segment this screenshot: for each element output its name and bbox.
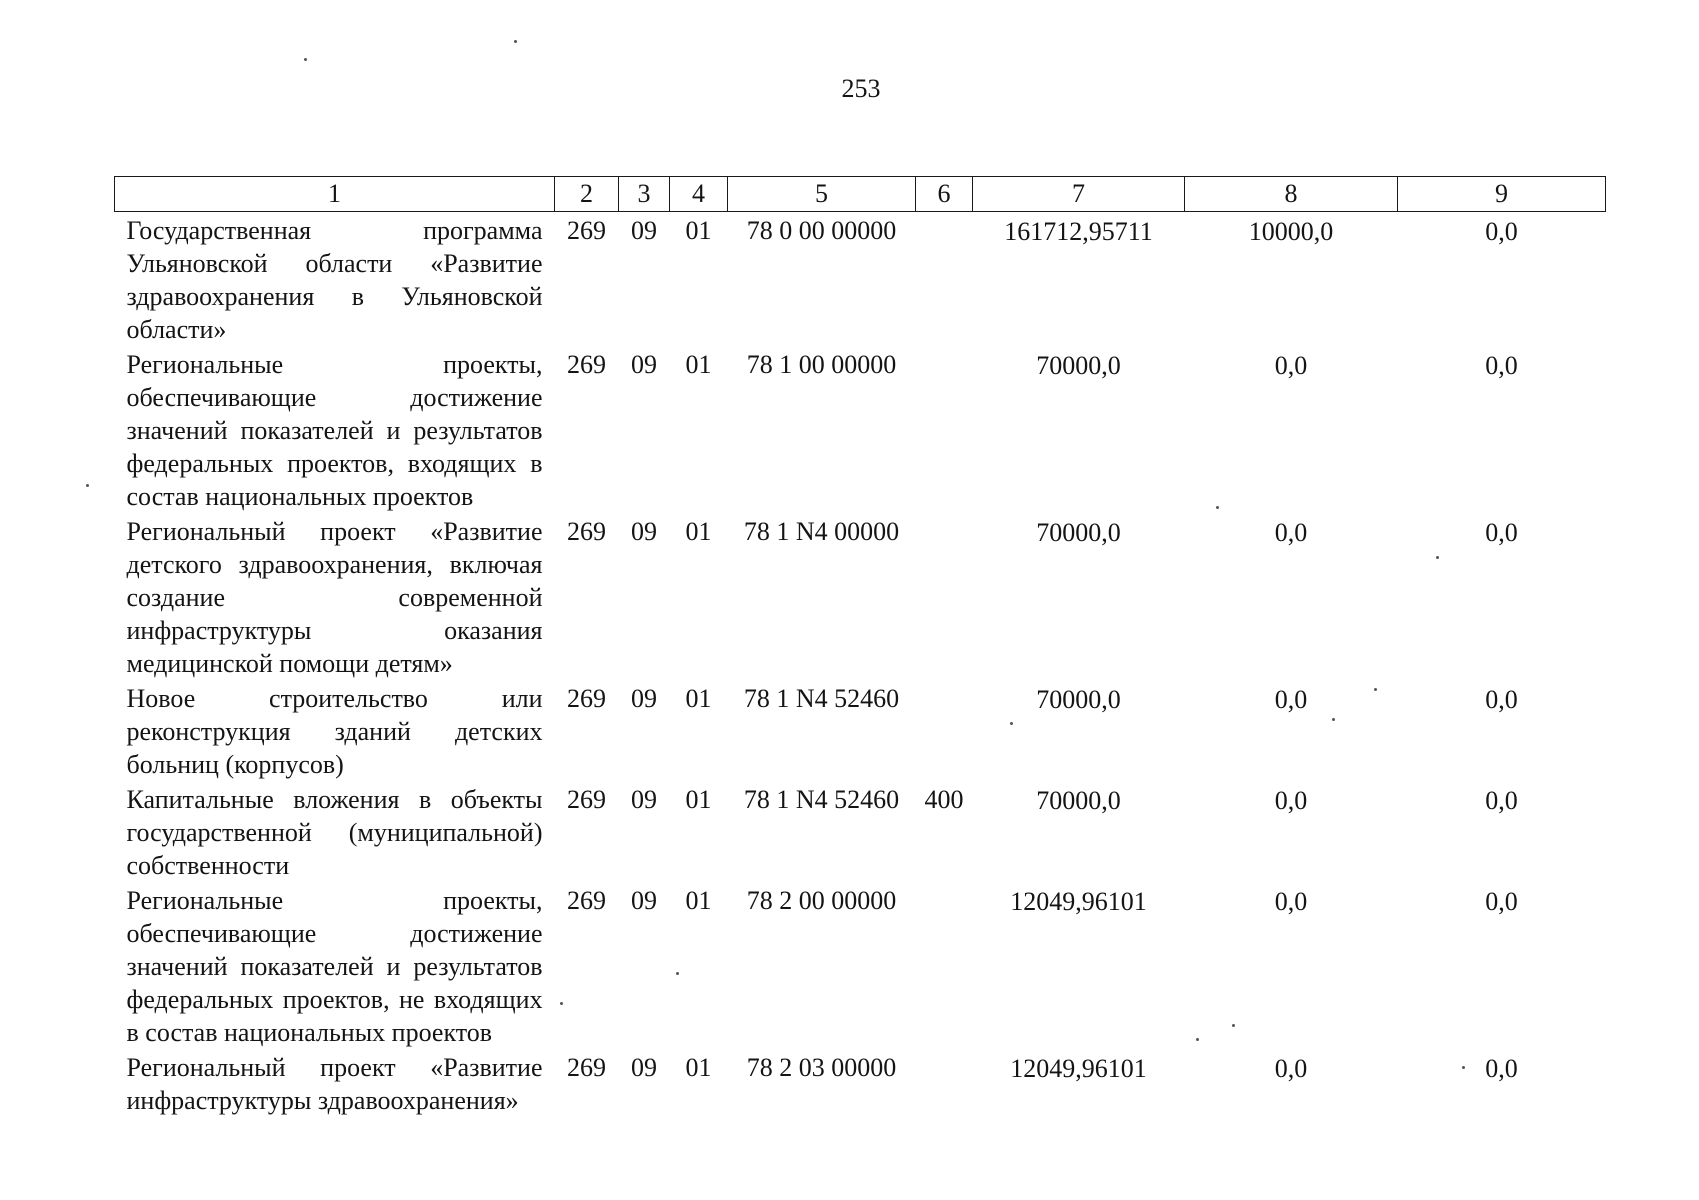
scan-speck	[1010, 722, 1013, 725]
row-col-5: 78 1 N4 52460	[743, 684, 900, 713]
row-col-7: 161712,95711	[1004, 217, 1153, 246]
row-name: Региональный проект «Развитие детского здравоохранения, включая создание современной инфраструктуры оказания медицинской помощи детям»	[126, 517, 543, 678]
row-col-8: 0,0	[1274, 887, 1308, 916]
row-col-3: 09	[631, 886, 657, 915]
row-name: Капитальные вложения в объекты государственной (муниципальной) собственности	[126, 785, 543, 880]
row-col-4: 01	[685, 216, 712, 245]
row-col-7: 70000,0	[1036, 786, 1121, 815]
row-col-4: 01	[685, 1053, 712, 1082]
row-col-2: 269	[567, 684, 606, 713]
row-col-7: 12049,96101	[1010, 1054, 1147, 1083]
row-col-9: 0,0	[1485, 217, 1518, 246]
row-name: Региональный проект «Развитие инфраструктуры здравоохранения»	[126, 1053, 543, 1115]
row-col-3: 09	[631, 684, 657, 713]
row-col-8: 0,0	[1274, 351, 1308, 380]
table-row	[115, 781, 1606, 882]
row-col-2: 269	[567, 216, 606, 245]
scan-speck	[1332, 718, 1335, 721]
column-header-7: 7	[973, 177, 1185, 212]
budget-table	[114, 176, 1606, 1117]
row-col-7: 12049,96101	[1010, 887, 1147, 916]
scan-speck	[86, 484, 89, 487]
scan-speck	[1462, 1066, 1465, 1069]
row-col-7: 70000,0	[1036, 518, 1121, 547]
column-header-4: 4	[670, 177, 728, 212]
row-col-9: 0,0	[1485, 1054, 1518, 1083]
row-col-6	[916, 882, 973, 1049]
row-col-9: 0,0	[1485, 685, 1518, 714]
scan-speck	[1216, 506, 1219, 509]
row-col-4: 01	[685, 517, 712, 546]
row-col-9: 0,0	[1485, 351, 1518, 380]
row-col-7: 70000,0	[1036, 351, 1121, 380]
column-header-6: 6	[916, 177, 973, 212]
row-col-8: 0,0	[1274, 518, 1308, 547]
table-row	[115, 513, 1606, 680]
row-col-5: 78 1 N4 00000	[743, 517, 900, 546]
row-col-6	[916, 680, 973, 781]
scan-speck	[304, 58, 307, 61]
scan-speck	[560, 1002, 563, 1005]
header-row	[115, 177, 1606, 212]
table-row	[115, 882, 1606, 1049]
row-col-7: 70000,0	[1036, 685, 1121, 714]
page-number: 253	[841, 74, 881, 103]
row-col-4: 01	[685, 785, 712, 814]
row-col-6: 400	[924, 785, 964, 814]
table-row	[115, 212, 1606, 347]
row-col-2: 269	[567, 1053, 606, 1082]
table-row	[115, 346, 1606, 513]
row-col-5: 78 0 00 00000	[746, 216, 897, 245]
row-col-8: 0,0	[1274, 685, 1308, 714]
scan-speck	[676, 972, 679, 975]
column-header-1: 1	[115, 177, 555, 212]
row-col-9: 0,0	[1485, 786, 1518, 815]
row-col-6	[916, 212, 973, 347]
scan-speck	[1232, 1024, 1235, 1027]
row-col-2: 269	[567, 350, 606, 379]
row-name: Региональные проекты, обеспечивающие достижение значений показателей и результатов федеральных проектов, не входящих в состав национальных проектов	[126, 886, 543, 1047]
scan-speck	[1374, 688, 1377, 691]
row-col-5: 78 2 00 00000	[746, 886, 897, 915]
row-col-5: 78 1 N4 52460	[743, 785, 900, 814]
row-col-6	[916, 346, 973, 513]
row-col-3: 09	[631, 785, 657, 814]
row-col-2: 269	[567, 785, 606, 814]
row-col-3: 09	[631, 216, 657, 245]
row-col-4: 01	[685, 350, 712, 379]
column-header-8: 8	[1185, 177, 1398, 212]
row-col-4: 01	[685, 684, 712, 713]
row-col-3: 09	[631, 517, 657, 546]
column-header-5: 5	[728, 177, 916, 212]
column-header-3: 3	[619, 177, 670, 212]
row-col-3: 09	[631, 350, 657, 379]
column-header-2: 2	[555, 177, 619, 212]
column-header-9: 9	[1398, 177, 1606, 212]
row-name: Региональные проекты, обеспечивающие достижение значений показателей и результатов федеральных проектов, входящих в состав национальных проектов	[126, 350, 543, 511]
row-col-5: 78 2 03 00000	[746, 1053, 897, 1082]
row-col-6	[916, 513, 973, 680]
row-col-5: 78 1 00 00000	[746, 350, 897, 379]
row-col-8: 0,0	[1274, 786, 1308, 815]
row-name: Новое строительство или реконструкция зданий детских больниц (корпусов)	[126, 684, 543, 779]
table-row	[115, 680, 1606, 781]
row-col-8: 10000,0	[1248, 217, 1334, 246]
scan-speck	[514, 40, 517, 43]
row-col-9: 0,0	[1485, 518, 1518, 547]
scan-speck	[1436, 556, 1439, 559]
row-col-9: 0,0	[1485, 887, 1518, 916]
row-col-2: 269	[567, 517, 606, 546]
row-col-6	[916, 1049, 973, 1117]
row-col-2: 269	[567, 886, 606, 915]
row-name: Государственная программа Ульяновской области «Развитие здравоохранения в Ульяновской области»	[126, 216, 543, 344]
table-row	[115, 1049, 1606, 1117]
scan-speck	[1196, 1038, 1199, 1041]
row-col-8: 0,0	[1274, 1054, 1308, 1083]
row-col-4: 01	[685, 886, 712, 915]
row-col-3: 09	[631, 1053, 657, 1082]
